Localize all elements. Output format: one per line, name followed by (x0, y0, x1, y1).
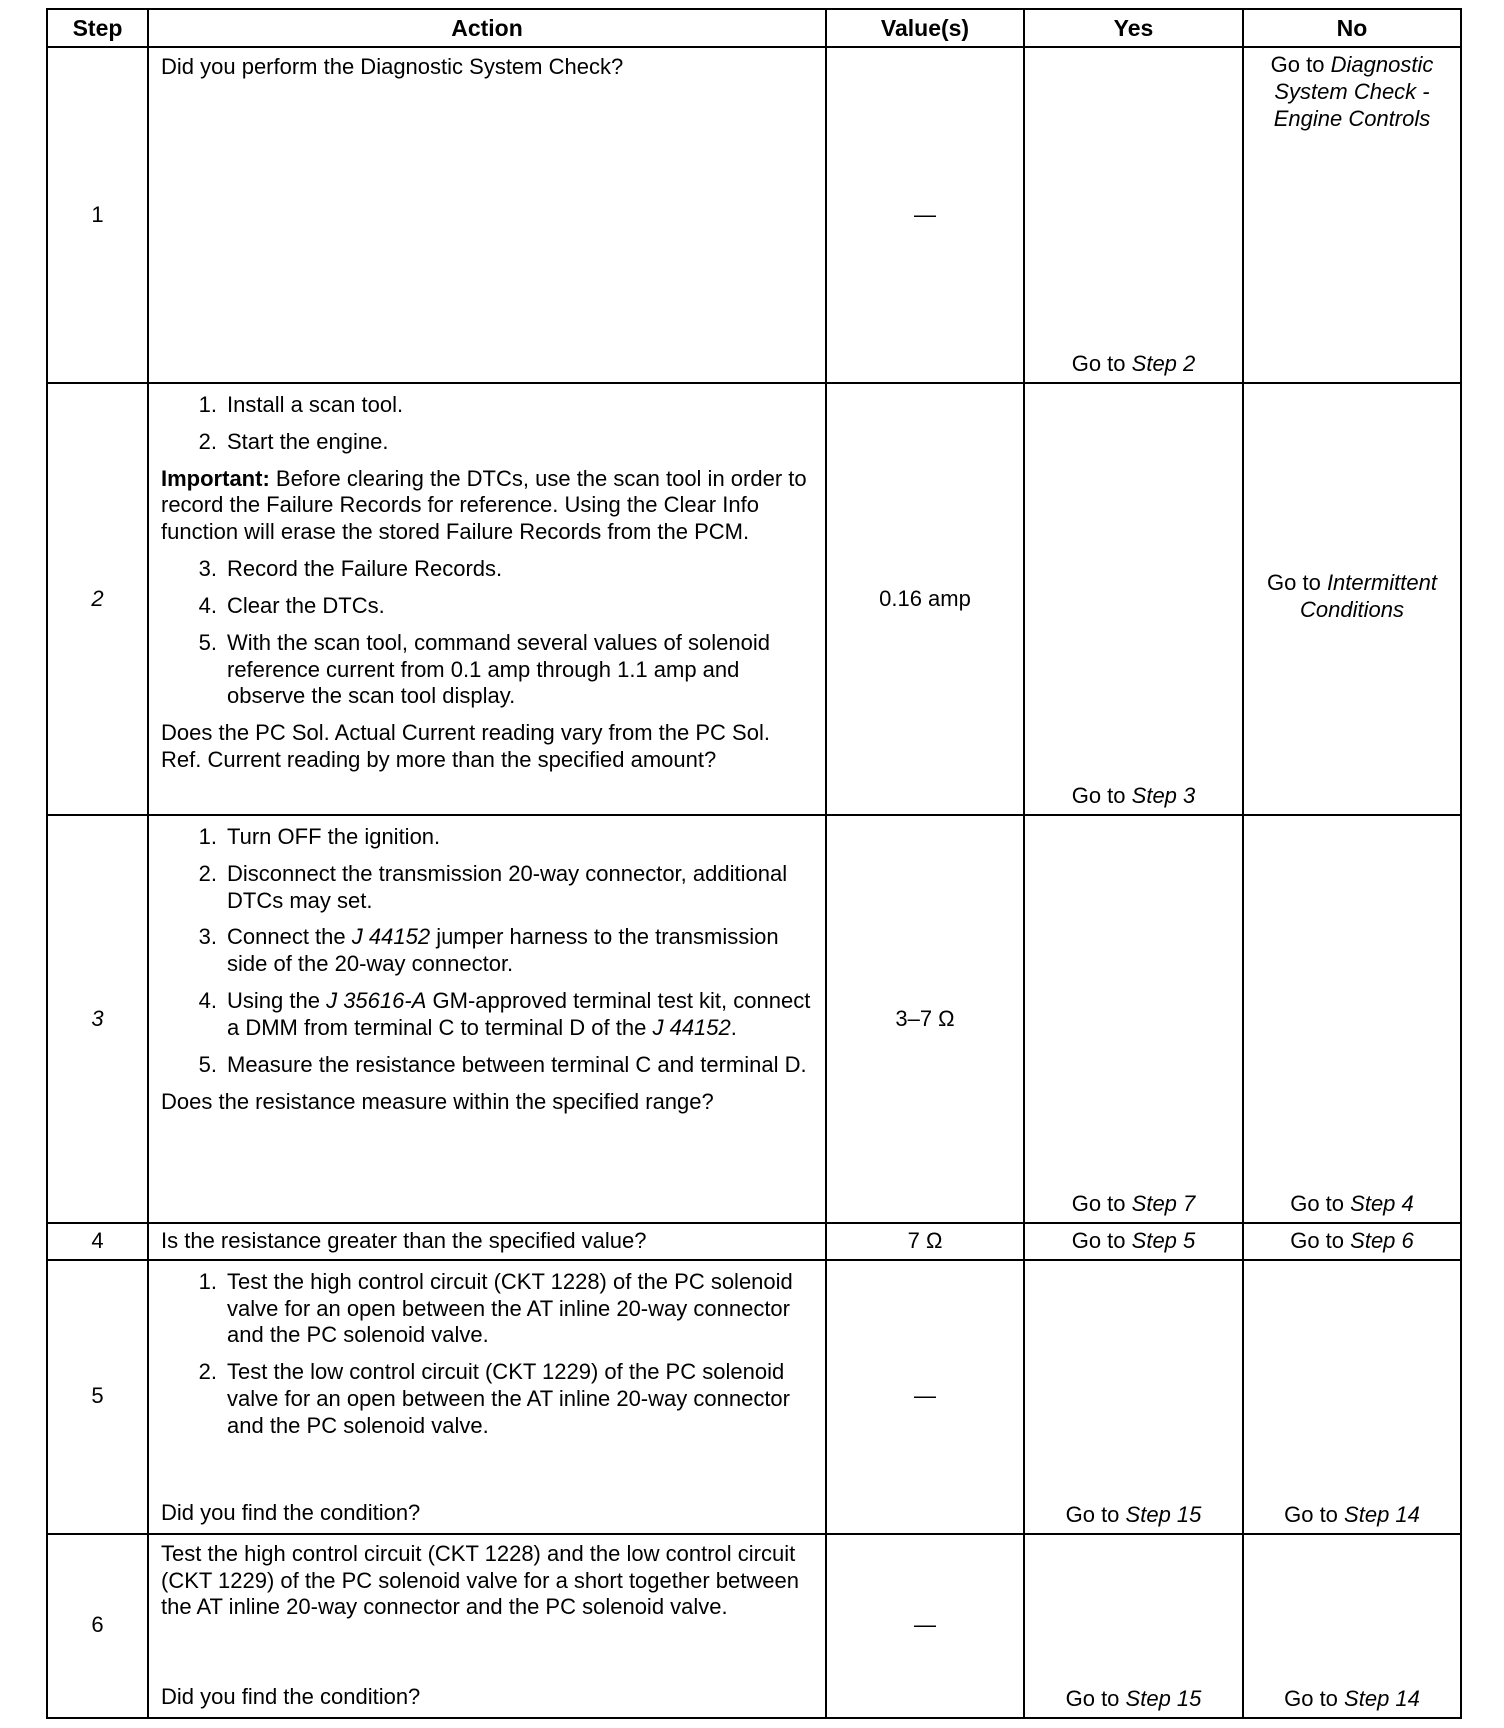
yes-cell (1024, 1260, 1243, 1534)
table-row-step-6 (47, 1534, 1461, 1718)
table-row-step-5 (47, 1260, 1461, 1534)
no-goto[interactable] (1244, 1191, 1460, 1218)
step-number (47, 1223, 148, 1260)
yes-goto[interactable] (1025, 1502, 1242, 1529)
action-list (161, 556, 815, 710)
action-list (161, 392, 815, 456)
header-action: Action (148, 9, 826, 47)
table-row-step-1 (47, 47, 1461, 383)
list-item (161, 593, 815, 620)
header-step: Step (47, 9, 148, 47)
important-label: Important: (161, 465, 270, 491)
action-list (161, 824, 815, 1079)
item-text: With the scan tool, command several values of solenoid reference current from 0.1 amp through 1.1 amp and observe the scan tool display. (227, 629, 770, 709)
action-cell (148, 1534, 826, 1718)
yes-goto[interactable] (1025, 783, 1242, 810)
step-link[interactable]: Step 15 (1125, 1686, 1202, 1711)
value-cell: — (826, 1260, 1024, 1534)
yes-cell[interactable] (1024, 1223, 1243, 1260)
yes-goto[interactable] (1025, 351, 1242, 378)
list-item: 1. Test the high control circuit (CKT 1228) of the PC solenoid valve for an open between the AT inline 20-way connector and the PC solenoid valve. (161, 1269, 815, 1349)
no-goto[interactable] (1244, 48, 1460, 136)
step-link[interactable]: Step 6 (1350, 1228, 1414, 1253)
step-link[interactable]: Step 5 (1131, 1228, 1196, 1253)
no-cell (1243, 815, 1461, 1223)
action-text: Is the resistance greater than the specified value? (161, 1228, 647, 1253)
item-text: Record the Failure Records. (227, 556, 503, 582)
action-list (161, 1269, 815, 1440)
table-row-step-2 (47, 383, 1461, 815)
item-number: 3. (198, 556, 217, 582)
value-cell: 3–7 Ω (826, 815, 1024, 1223)
table-row-step-3 (47, 815, 1461, 1223)
tool-reference: J 44152 (652, 1014, 731, 1040)
no-goto[interactable] (1244, 1502, 1460, 1529)
goto-prefix: Go to (1071, 1191, 1126, 1217)
tool-reference: J 44152 (351, 924, 431, 950)
yes-cell (1024, 815, 1243, 1223)
list-item: 3. Connect the J 44152 jumper harness to the transmission side of the 20-way connector. (161, 924, 815, 978)
value-cell: — (826, 1534, 1024, 1718)
goto-prefix: Go to (1071, 351, 1126, 377)
step-link[interactable]: Step 2 (1131, 351, 1196, 377)
item-number: 2. (198, 428, 217, 454)
item-text: Test the high control circuit (CKT 1228) of the PC solenoid valve for an open between the AT inline 20-way connector and the PC solenoid valve. (227, 1268, 793, 1348)
list-item (161, 392, 815, 419)
list-item (161, 429, 815, 456)
step-link[interactable]: Step 7 (1131, 1191, 1196, 1217)
list-item: 1. Turn OFF the ignition. (161, 824, 815, 851)
item-text: Turn OFF the ignition. (227, 824, 441, 849)
action-cell (148, 1260, 826, 1534)
action-cell (148, 47, 826, 383)
yes-cell (1024, 1534, 1243, 1718)
goto-prefix: Go to (1065, 1502, 1120, 1527)
item-text: Measure the resistance between terminal C and terminal D. (227, 1051, 807, 1077)
yes-goto[interactable] (1025, 1191, 1242, 1218)
goto-prefix: Go to (1267, 570, 1321, 596)
item-text: Test the low control circuit (CKT 1229) of the PC solenoid valve for an open between the AT inline 20-way connector and the PC solenoid valve. (227, 1359, 790, 1438)
no-cell (1243, 1260, 1461, 1534)
step-2-label: 2 (91, 585, 104, 611)
goto-prefix: Go to (1290, 1191, 1345, 1217)
header-no: No (1243, 9, 1461, 47)
goto-prefix: Go to (1071, 783, 1126, 809)
action-question: Did you find the condition? (161, 1500, 421, 1525)
yes-cell (1024, 383, 1243, 815)
value-cell: 7 Ω (826, 1223, 1024, 1260)
no-cell (1243, 1534, 1461, 1718)
goto-prefix: Go to (1065, 1686, 1120, 1711)
important-note (161, 466, 815, 546)
action-question: Does the resistance measure within the specified range? (161, 1088, 714, 1114)
step-number (47, 1260, 148, 1534)
step-number (47, 1534, 148, 1718)
goto-prefix: Go to (1071, 1228, 1126, 1253)
action-question: Did you find the condition? (161, 1684, 421, 1709)
yes-goto[interactable] (1025, 1686, 1242, 1713)
step-4-label: 4 (91, 1228, 104, 1253)
action-cell (148, 1223, 826, 1260)
value-cell: — (826, 47, 1024, 383)
list-item (161, 556, 815, 583)
no-cell (1243, 47, 1461, 383)
item-text: Connect the J 44152 jumper harness to the transmission side of the 20-way connector. (227, 924, 779, 977)
item-number: 1. (198, 392, 217, 417)
step-number (47, 815, 148, 1223)
step-1-label: 1 (91, 201, 104, 227)
no-goto[interactable] (1244, 570, 1460, 628)
step-link[interactable]: Step 14 (1344, 1502, 1420, 1527)
no-goto[interactable] (1244, 1686, 1460, 1713)
goto-prefix: Go to (1284, 1686, 1338, 1711)
step-link[interactable]: Step 3 (1131, 783, 1196, 809)
value-cell: 0.16 amp (826, 383, 1024, 815)
action-text: Test the high control circuit (CKT 1228) and the low control circuit (CKT 1229) of the PC solenoid valve for a short together between the AT inline 20-way connector and the PC solenoid valve. (161, 1540, 799, 1620)
step-6-label: 6 (91, 1612, 104, 1638)
step-3-label: 3 (91, 1005, 104, 1031)
action-text: Did you perform the Diagnostic System Check? (161, 54, 624, 79)
list-item: 2. Test the low control circuit (CKT 1229) of the PC solenoid valve for an open between the AT inline 20-way connector and the PC solenoid valve. (161, 1359, 815, 1439)
important-text: Before clearing the DTCs, use the scan tool in order to record the Failure Records for reference. Using the Clear Info function will erase the stored Failure Records from the PCM. (161, 465, 807, 545)
step-link[interactable]: Step 15 (1125, 1502, 1202, 1527)
action-cell (148, 383, 826, 815)
step-link[interactable]: Step 14 (1344, 1686, 1420, 1711)
list-item (161, 630, 815, 710)
step-link[interactable]: Step 4 (1350, 1191, 1414, 1217)
header-yes: Yes (1024, 9, 1243, 47)
header-row (47, 9, 1461, 47)
list-item: 4. Using the J 35616-A GM-approved terminal test kit, connect a DMM from terminal C to terminal D of the J 44152. (161, 988, 815, 1042)
no-cell (1243, 383, 1461, 815)
yes-cell (1024, 47, 1243, 383)
step-number (47, 47, 148, 383)
section-link[interactable]: Diagnostic System Check - Engine Controls (1273, 52, 1434, 131)
action-cell (148, 815, 826, 1223)
list-item: 2. Disconnect the transmission 20-way connector, additional DTCs may set. (161, 861, 815, 915)
step-5-label: 5 (91, 1383, 104, 1409)
tool-reference: J 35616-A (326, 988, 427, 1014)
item-text: Disconnect the transmission 20-way connector, additional DTCs may set. (227, 860, 788, 913)
no-cell[interactable] (1243, 1223, 1461, 1260)
item-text: Using the J 35616-A GM-approved terminal test kit, connect a DMM from terminal C to terminal D of the J 44152. (227, 988, 811, 1040)
item-number: 4. (198, 592, 217, 618)
step-number (47, 383, 148, 815)
header-values: Value(s) (826, 9, 1024, 47)
section-link[interactable]: Intermittent Conditions (1300, 570, 1437, 622)
item-number: 5. (198, 629, 217, 655)
goto-prefix: Go to (1284, 1502, 1338, 1527)
action-question: Does the PC Sol. Actual Current reading vary from the PC Sol. Ref. Current reading by more than the specified amount? (161, 720, 770, 773)
item-text: Start the engine. (227, 428, 389, 454)
table-row-step-4 (47, 1223, 1461, 1260)
diagnostic-table (46, 8, 1462, 1719)
item-text: Install a scan tool. (227, 392, 404, 417)
goto-prefix: Go to (1290, 1228, 1345, 1253)
list-item: 5. Measure the resistance between terminal C and terminal D. (161, 1052, 815, 1079)
item-text: Clear the DTCs. (227, 592, 385, 618)
goto-prefix: Go to (1270, 52, 1325, 77)
